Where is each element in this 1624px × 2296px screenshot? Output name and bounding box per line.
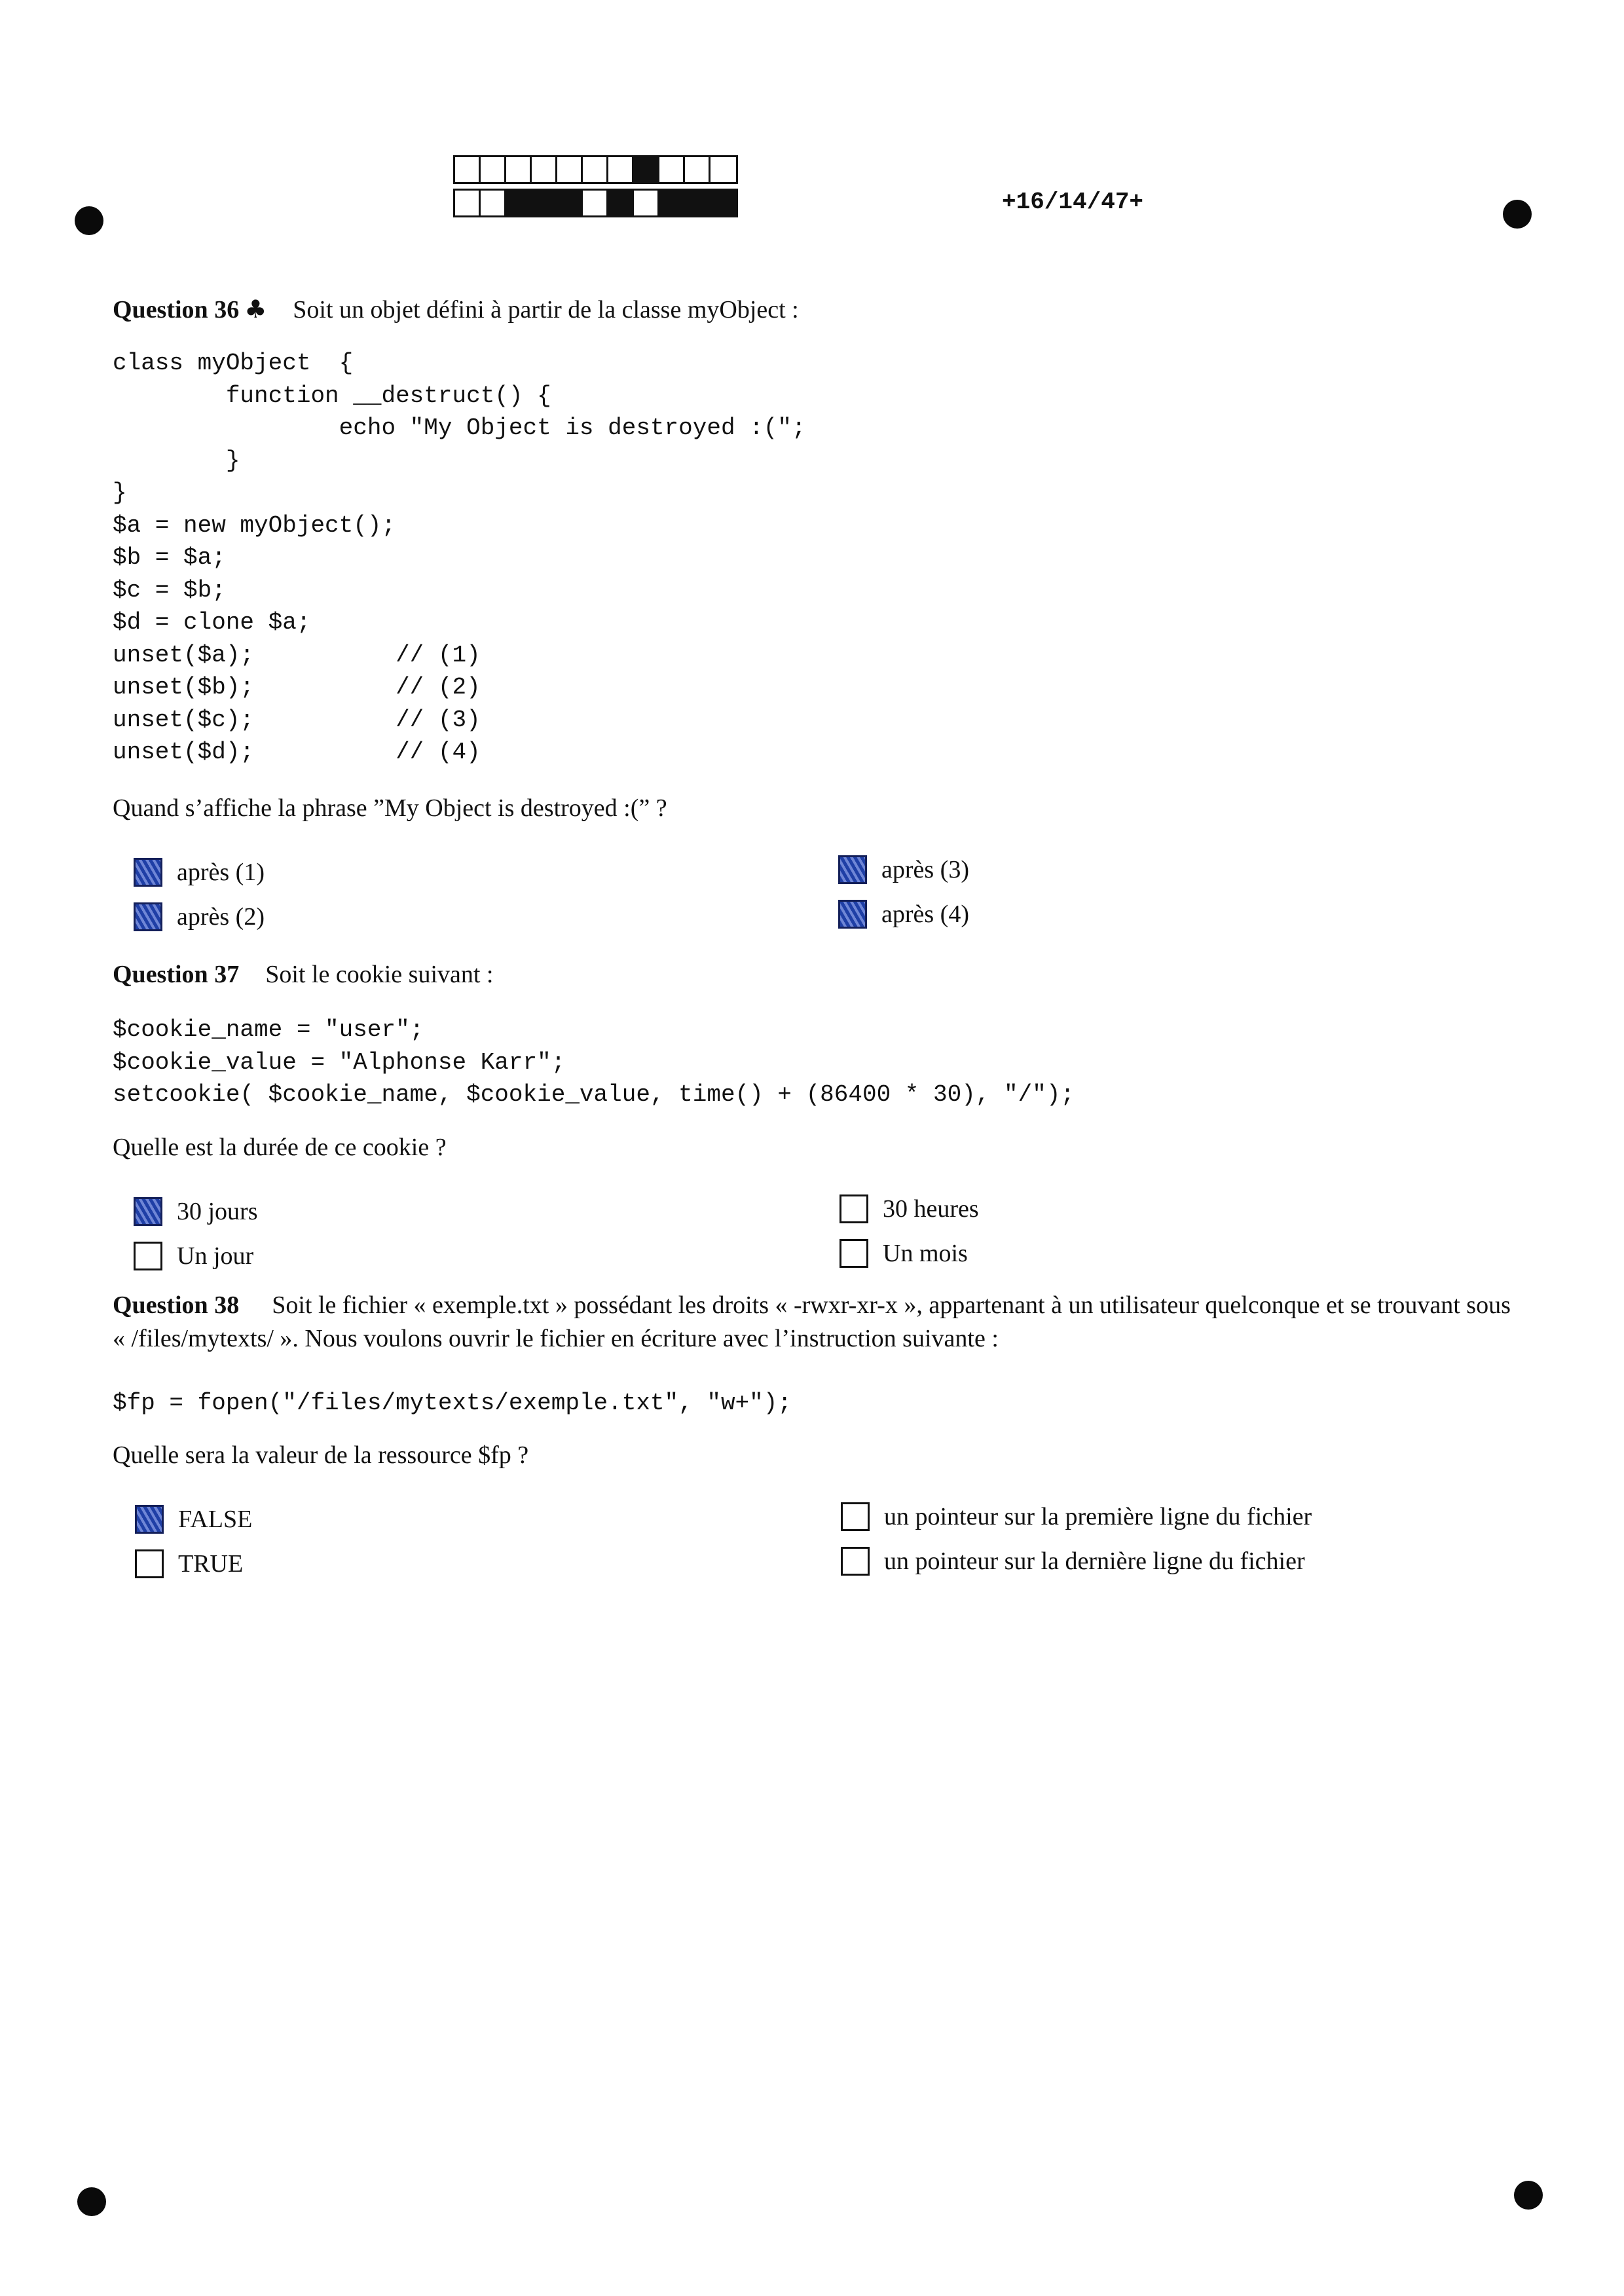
q36-option-3[interactable]	[838, 855, 969, 884]
question-number: Question 36	[113, 296, 240, 324]
barcode-cell	[608, 191, 634, 215]
option-label: après (4)	[881, 900, 969, 928]
barcode-cell	[659, 191, 685, 215]
checkbox[interactable]	[838, 900, 867, 929]
q37-option-4[interactable]	[840, 1239, 968, 1268]
q36-option-4[interactable]	[838, 900, 969, 929]
q37-option-2[interactable]	[134, 1242, 253, 1270]
barcode-cell	[634, 191, 659, 215]
barcode-cell	[506, 191, 532, 215]
option-label: Un jour	[177, 1242, 254, 1270]
barcode-cell	[583, 191, 608, 215]
question-36-header	[113, 295, 799, 324]
q38-option-2[interactable]	[135, 1549, 243, 1578]
option-label: FALSE	[178, 1506, 253, 1533]
barcode-cell	[532, 191, 557, 215]
barcode-cell	[583, 157, 608, 182]
checkbox[interactable]	[134, 902, 162, 931]
question-text: Soit le fichier « exemple.txt » possédant les droits « -rwxr-xr-x », appartenant à un utilisateur quelconque et se trouvant sous « /files/mytexts/ ». Nous voulons ouvrir le fichier en écriture avec l’instruction suivante :	[113, 1291, 1511, 1352]
barcode-cell	[506, 157, 532, 182]
club-icon: ♣	[244, 295, 267, 324]
option-label: après (1)	[177, 859, 265, 886]
barcode-cell	[481, 157, 506, 182]
checkbox[interactable]	[134, 858, 162, 887]
question-36-prompt: Quand s’affiche la phrase ”My Object is destroyed :(” ?	[113, 794, 667, 822]
barcode-cell	[557, 157, 583, 182]
registration-mark-top-right	[1503, 200, 1532, 229]
option-label: Un mois	[883, 1240, 968, 1267]
barcode-cell	[710, 157, 736, 182]
q38-option-3[interactable]	[841, 1502, 1312, 1531]
option-label: un pointeur sur la première ligne du fichier	[884, 1503, 1312, 1530]
registration-mark-bottom-right	[1514, 2181, 1543, 2210]
barcode-cell	[659, 157, 685, 182]
id-barcode-row-2	[453, 189, 738, 217]
barcode-cell	[608, 157, 634, 182]
option-label: 30 jours	[177, 1198, 258, 1225]
barcode-cell	[557, 191, 583, 215]
q37-option-1[interactable]	[134, 1197, 258, 1226]
checkbox[interactable]	[838, 855, 867, 884]
question-37-code: $cookie_name = "user"; $cookie_value = "Alphonse Karr"; setcookie( $cookie_name, $cookie_value, time() + (86400 * 30), "/");	[113, 1016, 1075, 1108]
barcode-cell	[481, 191, 506, 215]
question-number: Question 38	[113, 1291, 240, 1319]
q37-option-3[interactable]	[840, 1194, 979, 1223]
question-number: Question 37	[113, 961, 240, 988]
checkbox[interactable]	[135, 1505, 164, 1534]
checkbox[interactable]	[840, 1239, 868, 1268]
question-38-prompt: Quelle sera la valeur de la ressource $fp ?	[113, 1441, 529, 1469]
option-label: après (2)	[177, 903, 265, 931]
page-code: +16/14/47+	[1002, 189, 1144, 215]
barcode-cell	[634, 157, 659, 182]
question-36-code: class myObject { function __destruct() { echo "My Object is destroyed :("; } } $a = new myObject(); $b = $a; $c = $b; $d = clone $a; unset($a); // (1) unset($b); // (2) unset($c); // (3) unset($d); // (4)	[113, 350, 806, 766]
option-label: TRUE	[178, 1550, 244, 1578]
barcode-cell	[455, 191, 481, 215]
barcode-cell	[685, 191, 710, 215]
registration-mark-bottom-left	[77, 2187, 106, 2216]
q36-option-2[interactable]	[134, 902, 265, 931]
option-label: 30 heures	[883, 1195, 979, 1223]
q36-option-1[interactable]	[134, 858, 265, 887]
checkbox[interactable]	[134, 1242, 162, 1270]
checkbox[interactable]	[841, 1547, 870, 1576]
barcode-cell	[685, 157, 710, 182]
question-38-code: $fp = fopen("/files/mytexts/exemple.txt", "w+");	[113, 1390, 792, 1416]
question-text: Soit le cookie suivant :	[265, 961, 494, 988]
question-37-prompt: Quelle est la durée de ce cookie ?	[113, 1134, 447, 1161]
id-barcode-row-1	[453, 155, 738, 184]
checkbox[interactable]	[841, 1502, 870, 1531]
checkbox[interactable]	[135, 1549, 164, 1578]
barcode-cell	[455, 157, 481, 182]
barcode-cell	[710, 191, 736, 215]
barcode-cell	[532, 157, 557, 182]
question-text: Soit un objet défini à partir de la classe myObject :	[293, 296, 799, 324]
option-label: un pointeur sur la dernière ligne du fichier	[884, 1547, 1305, 1575]
checkbox[interactable]	[134, 1197, 162, 1226]
option-label: après (3)	[881, 856, 969, 883]
q38-option-4[interactable]	[841, 1547, 1305, 1576]
q38-option-1[interactable]	[135, 1505, 252, 1534]
question-38-header	[113, 1289, 1514, 1356]
checkbox[interactable]	[840, 1194, 868, 1223]
registration-mark-top-left	[75, 206, 103, 235]
question-37-header	[113, 960, 494, 989]
